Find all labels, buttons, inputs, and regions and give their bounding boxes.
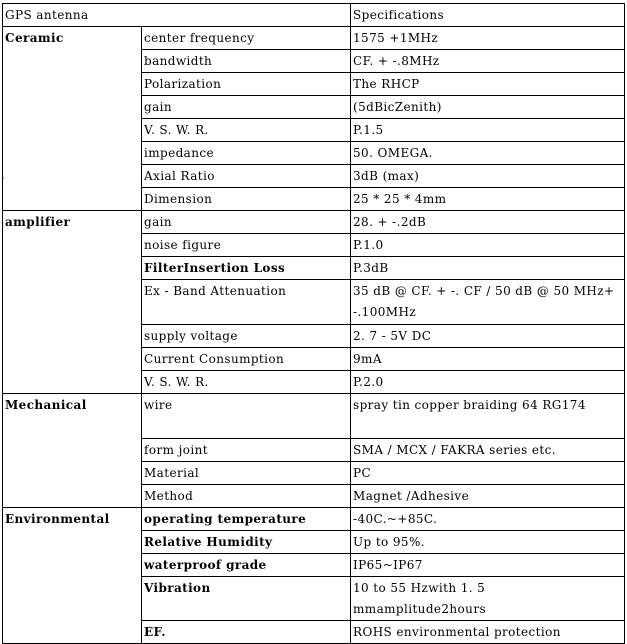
param-cell: Polarization	[142, 73, 351, 96]
value-cell: 25 * 25 * 4mm	[351, 188, 625, 211]
group-mechanical: Mechanical	[3, 394, 142, 508]
table-row	[3, 27, 625, 50]
param-cell: Ex - Band Attenuation	[142, 280, 351, 325]
value-cell: 9mA	[351, 348, 625, 371]
param-cell: V. S. W. R.	[142, 371, 351, 394]
param-cell: form joint	[142, 439, 351, 462]
param-cell: gain	[142, 96, 351, 119]
param-cell: Dimension	[142, 188, 351, 211]
param-cell: Current Consumption	[142, 348, 351, 371]
table-row	[3, 508, 625, 531]
value-cell: 50. OMEGA.	[351, 142, 625, 165]
value-cell: 28. + -.2dB	[351, 211, 625, 234]
value-cell: P.1.0	[351, 234, 625, 257]
value-cell: P.3dB	[351, 257, 625, 280]
value-cell: 2. 7 - 5V DC	[351, 325, 625, 348]
value-cell: The RHCP	[351, 73, 625, 96]
param-cell: bandwidth	[142, 50, 351, 73]
param-cell: operating temperature	[142, 508, 351, 531]
value-cell: Up to 95%.	[351, 531, 625, 554]
value-cell: 35 dB @ CF. + -. CF / 50 dB @ 50 MHz+ -.100MHz	[351, 280, 625, 325]
value-cell: PC	[351, 462, 625, 485]
param-cell: gain	[142, 211, 351, 234]
value-cell: IP65~IP67	[351, 554, 625, 577]
param-cell: wire	[142, 394, 351, 439]
param-cell: center frequency	[142, 27, 351, 50]
header-product: GPS antenna	[3, 4, 351, 27]
value-cell: SMA / MCX / FAKRA series etc.	[351, 439, 625, 462]
param-cell: impedance	[142, 142, 351, 165]
value-cell: 1575 +1MHz	[351, 27, 625, 50]
value-cell: P.2.0	[351, 371, 625, 394]
param-cell: Method	[142, 485, 351, 508]
value-cell: P.1.5	[351, 119, 625, 142]
param-cell: Axial Ratio	[142, 165, 351, 188]
value-cell: CF. + -.8MHz	[351, 50, 625, 73]
group-amplifier: amplifier	[3, 211, 142, 394]
table-row	[3, 211, 625, 234]
value-cell: 3dB (max)	[351, 165, 625, 188]
value-cell: spray tin copper braiding 64 RG174	[351, 394, 625, 439]
param-cell: EF.	[142, 621, 351, 644]
value-cell: (5dBicZenith)	[351, 96, 625, 119]
value-cell: -40C.~+85C.	[351, 508, 625, 531]
value-cell: ROHS environmental protection	[351, 621, 625, 644]
value-cell: Magnet /Adhesive	[351, 485, 625, 508]
param-cell: FilterInsertion Loss	[142, 257, 351, 280]
param-cell: noise figure	[142, 234, 351, 257]
param-cell: supply voltage	[142, 325, 351, 348]
param-cell: Material	[142, 462, 351, 485]
header-specifications: Specifications	[351, 4, 625, 27]
table-row	[3, 394, 625, 439]
group-ceramic: Ceramic	[3, 27, 142, 211]
param-cell: Vibration	[142, 577, 351, 621]
stray-mark: .	[0, 171, 7, 182]
value-cell: 10 to 55 Hzwith 1. 5 mmamplitude2hours	[351, 577, 625, 621]
group-environmental: Environmental	[3, 508, 142, 644]
param-cell: Relative Humidity	[142, 531, 351, 554]
param-cell: waterproof grade	[142, 554, 351, 577]
param-cell: V. S. W. R.	[142, 119, 351, 142]
table-header-row	[3, 4, 625, 27]
gps-antenna-spec-table	[2, 3, 625, 644]
